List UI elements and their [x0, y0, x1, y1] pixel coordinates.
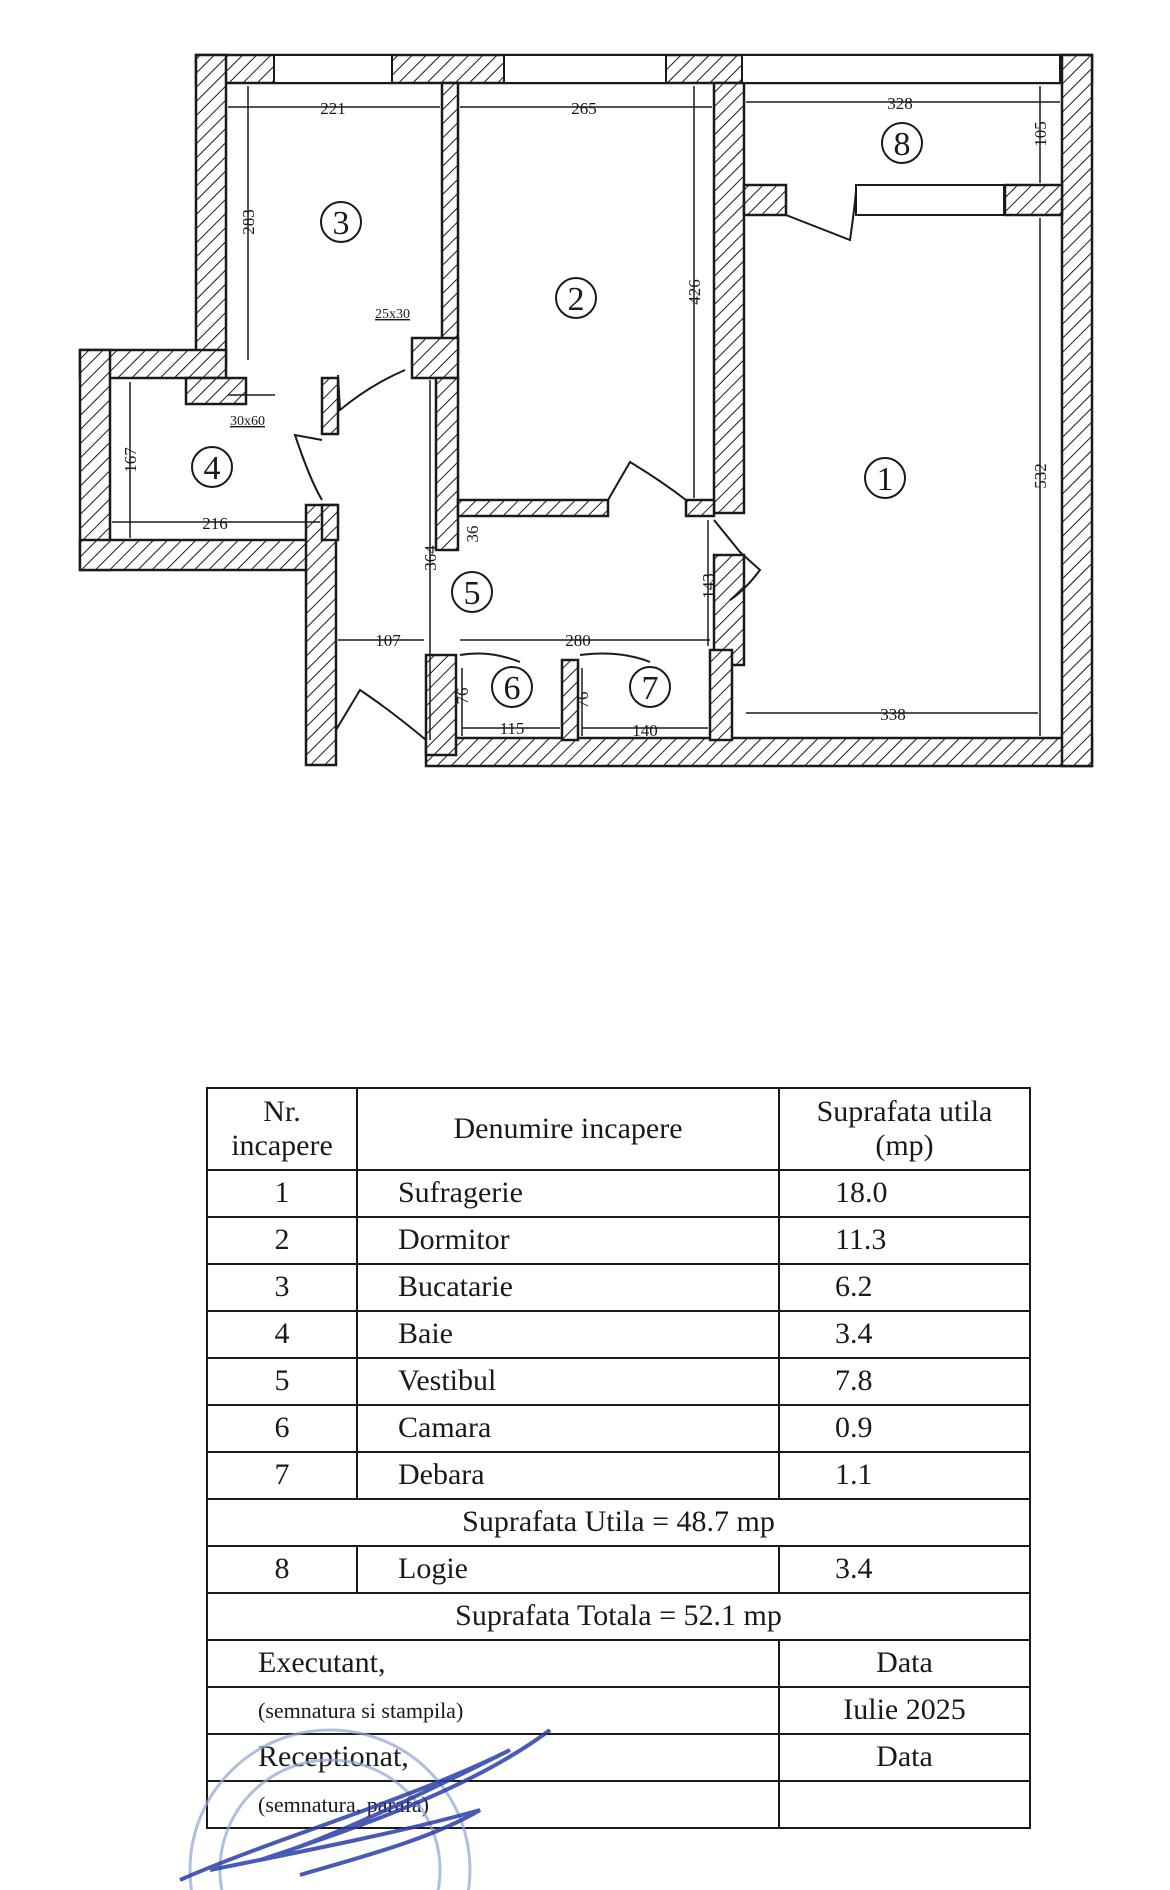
row-name: Logie	[357, 1546, 779, 1593]
svg-text:2: 2	[567, 281, 585, 318]
table-row	[207, 1452, 1030, 1499]
dim-265: 265	[571, 99, 597, 118]
dim-426: 426	[685, 279, 704, 305]
dim-167: 167	[121, 447, 140, 473]
header-nr	[207, 1088, 357, 1170]
empty-cell	[779, 1781, 1030, 1828]
row-nr: 8	[207, 1546, 357, 1593]
table-row	[207, 1264, 1030, 1311]
room-label-7	[630, 667, 670, 707]
dim-36: 36	[463, 525, 482, 543]
svg-text:1: 1	[876, 461, 894, 498]
dim-105: 105	[1031, 121, 1050, 147]
header-nr-line1: Nr.	[263, 1094, 301, 1128]
executant-row	[207, 1640, 1030, 1687]
row-nr: 4	[207, 1311, 357, 1358]
windows	[274, 55, 1060, 215]
svg-text:8: 8	[893, 126, 911, 163]
subtotal-row	[207, 1499, 1030, 1546]
dim-140: 140	[632, 721, 658, 740]
room-label-1	[865, 458, 905, 498]
room-label-6	[492, 667, 532, 707]
subtotal-text: Suprafata Utila = 48.7 mp	[207, 1499, 1030, 1546]
row-area: 18.0	[779, 1170, 1030, 1217]
row-name: Sufragerie	[357, 1170, 779, 1217]
dim-338: 338	[880, 705, 906, 724]
dim-76-left: 76	[453, 687, 472, 705]
row-area: 0.9	[779, 1405, 1030, 1452]
dim-328: 328	[887, 94, 913, 113]
row-nr: 7	[207, 1452, 357, 1499]
room-labels	[192, 123, 922, 707]
total-row	[207, 1593, 1030, 1640]
dim-364: 364	[421, 545, 440, 571]
dim-76-right: 76	[573, 691, 592, 709]
table-header-row	[207, 1088, 1030, 1170]
svg-text:5: 5	[463, 575, 481, 612]
dim-143: 143	[699, 573, 718, 599]
row-name: Bucatarie	[357, 1264, 779, 1311]
row-name: Baie	[357, 1311, 779, 1358]
doors	[295, 190, 856, 740]
header-area-line1: Suprafata utila	[816, 1094, 993, 1128]
row-area: 1.1	[779, 1452, 1030, 1499]
dim-115: 115	[499, 719, 525, 738]
data-label-2: Data	[779, 1734, 1030, 1781]
data-value: Iulie 2025	[779, 1687, 1030, 1734]
header-name: Denumire incapere	[357, 1088, 779, 1170]
dim-216: 216	[202, 514, 228, 533]
header-nr-line2: incapere	[231, 1129, 333, 1162]
room-area-table	[206, 1087, 1029, 1829]
row-nr: 6	[207, 1405, 357, 1452]
row-name: Camara	[357, 1405, 779, 1452]
row-area: 6.2	[779, 1264, 1030, 1311]
executant-note-row	[207, 1687, 1030, 1734]
svg-text:6: 6	[503, 670, 521, 707]
receptionat-note: (semnatura, parafa)	[207, 1781, 779, 1828]
table-row	[207, 1405, 1030, 1452]
receptionat-label: Receptionat,	[207, 1734, 779, 1781]
row-nr: 1	[207, 1170, 357, 1217]
dim-532: 532	[1031, 463, 1050, 489]
row-area: 7.8	[779, 1358, 1030, 1405]
walls	[80, 55, 1092, 766]
room-label-2	[556, 278, 596, 318]
header-area	[779, 1088, 1030, 1170]
header-area-line2: (mp)	[875, 1129, 934, 1162]
table-row	[207, 1358, 1030, 1405]
svg-text:4: 4	[203, 450, 221, 487]
note-25x30: 25x30	[375, 307, 410, 322]
dim-283: 283	[239, 209, 258, 235]
executant-label: Executant,	[207, 1640, 779, 1687]
row-area: 3.4	[779, 1311, 1030, 1358]
table-row	[207, 1311, 1030, 1358]
row-name: Debara	[357, 1452, 779, 1499]
row-area: 11.3	[779, 1217, 1030, 1264]
row-area: 3.4	[779, 1546, 1030, 1593]
table-row	[207, 1546, 1030, 1593]
row-name: Vestibul	[357, 1358, 779, 1405]
receptionat-row	[207, 1734, 1030, 1781]
room-label-8	[882, 123, 922, 163]
room-label-5	[452, 572, 492, 612]
row-name: Dormitor	[357, 1217, 779, 1264]
row-nr: 3	[207, 1264, 357, 1311]
total-text: Suprafata Totala = 52.1 mp	[207, 1593, 1030, 1640]
room-label-3	[321, 202, 361, 242]
svg-text:3: 3	[332, 205, 350, 242]
table-row	[207, 1170, 1030, 1217]
dim-107: 107	[375, 631, 401, 650]
row-nr: 2	[207, 1217, 357, 1264]
dim-280: 280	[565, 631, 591, 650]
row-nr: 5	[207, 1358, 357, 1405]
room-label-4	[192, 447, 232, 487]
data-label-1: Data	[779, 1640, 1030, 1687]
receptionat-note-row	[207, 1781, 1030, 1828]
table-row	[207, 1217, 1030, 1264]
svg-text:7: 7	[641, 670, 659, 707]
executant-note: (semnatura si stampila)	[207, 1687, 779, 1734]
note-30x60: 30x60	[230, 414, 265, 429]
floor-plan	[0, 0, 1170, 800]
dim-221: 221	[320, 99, 346, 118]
